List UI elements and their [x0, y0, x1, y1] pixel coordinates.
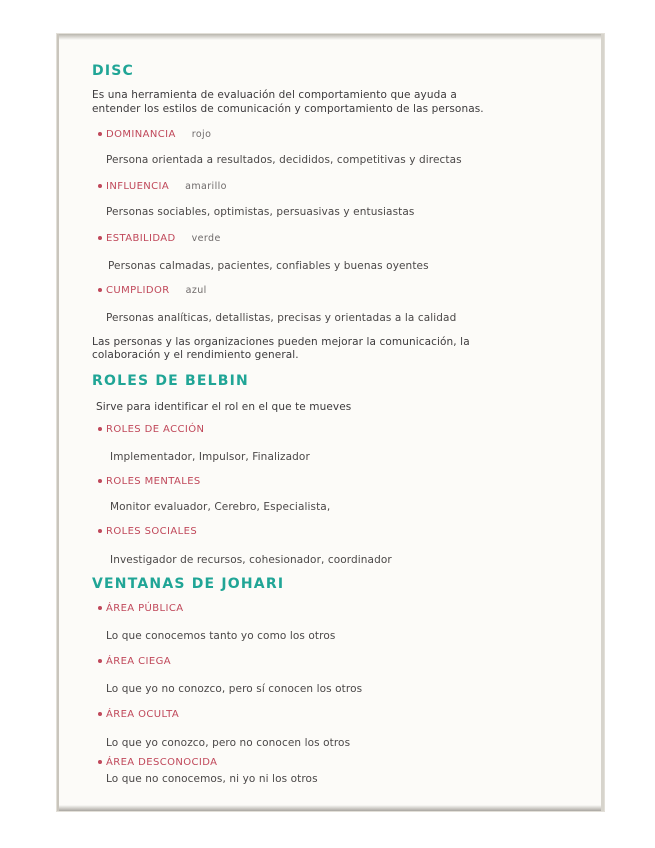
- disc-closing-line-1: Las personas y las organizaciones pueden mejorar la comunicación, la: [92, 336, 470, 348]
- johari-item-label: ÁREA DESCONOCIDA: [106, 757, 218, 768]
- johari-title: VENTANAS DE JOHARI: [92, 576, 285, 592]
- belbin-item-accion: [98, 424, 204, 435]
- johari-item-desc: Lo que no conocemos, ni yo ni los otros: [106, 773, 318, 785]
- belbin-intro: Sirve para identificar el rol en el que te mueves: [96, 401, 352, 413]
- disc-item-desc: Personas calmadas, pacientes, confiables y buenas oyentes: [108, 260, 429, 272]
- disc-item-label: ESTABILIDAD: [106, 233, 176, 244]
- disc-item-label: INFLUENCIA: [106, 181, 170, 192]
- belbin-item-label: ROLES SOCIALES: [106, 526, 198, 537]
- johari-item-desconocida: [98, 757, 217, 768]
- bullet-icon: [98, 606, 102, 610]
- belbin-item-desc: Investigador de recursos, cohesionador, coordinador: [110, 554, 392, 566]
- bullet-icon: [98, 236, 102, 240]
- bullet-icon: [98, 529, 102, 533]
- disc-item-color: verde: [191, 233, 221, 244]
- disc-item-color: amarillo: [185, 181, 227, 192]
- disc-intro-line-1: Es una herramienta de evaluación del comportamiento que ayuda a: [92, 89, 457, 101]
- disc-item-cumplidor: [98, 285, 207, 296]
- belbin-item-sociales: [98, 526, 197, 537]
- bullet-icon: [98, 479, 102, 483]
- disc-item-color: rojo: [191, 129, 212, 140]
- johari-item-publica: [98, 603, 183, 614]
- disc-intro-line-2: entender los estilos de comunicación y comportamiento de las personas.: [92, 103, 484, 115]
- bullet-icon: [98, 132, 102, 136]
- bullet-icon: [98, 712, 102, 716]
- disc-item-label: DOMINANCIA: [106, 129, 176, 140]
- johari-item-desc: Lo que conocemos tanto yo como los otros: [106, 630, 336, 642]
- disc-item-color: azul: [185, 285, 207, 296]
- bullet-icon: [98, 760, 102, 764]
- bullet-icon: [98, 288, 102, 292]
- disc-closing-line-2: colaboración y el rendimiento general.: [92, 349, 299, 361]
- johari-item-label: ÁREA PÚBLICA: [106, 603, 184, 614]
- belbin-item-mentales: [98, 476, 201, 487]
- johari-item-desc: Lo que yo no conozco, pero sí conocen los otros: [106, 683, 363, 695]
- disc-item-label: CUMPLIDOR: [106, 285, 170, 296]
- johari-item-label: ÁREA CIEGA: [106, 656, 171, 667]
- bullet-icon: [98, 184, 102, 188]
- bullet-icon: [98, 427, 102, 431]
- disc-item-desc: Persona orientada a resultados, decididos, competitivas y directas: [106, 154, 462, 166]
- belbin-item-desc: Monitor evaluador, Cerebro, Especialista,: [110, 501, 331, 513]
- belbin-item-label: ROLES DE ACCIÓN: [106, 424, 205, 435]
- belbin-title: ROLES DE BELBIN: [92, 373, 249, 389]
- johari-item-desc: Lo que yo conozco, pero no conocen los otros: [106, 737, 351, 749]
- johari-item-ciega: [98, 656, 171, 667]
- belbin-item-label: ROLES MENTALES: [106, 476, 201, 487]
- disc-item-desc: Personas analíticas, detallistas, precisas y orientadas a la calidad: [106, 312, 457, 324]
- belbin-item-desc: Implementador, Impulsor, Finalizador: [110, 451, 310, 463]
- johari-item-oculta: [98, 709, 179, 720]
- disc-item-influencia: [98, 181, 227, 192]
- disc-item-estabilidad: [98, 233, 221, 244]
- disc-title: DISC: [92, 63, 134, 79]
- disc-item-dominancia: [98, 129, 211, 140]
- johari-item-label: ÁREA OCULTA: [106, 709, 180, 720]
- disc-item-desc: Personas sociables, optimistas, persuasivas y entusiastas: [106, 206, 415, 218]
- bullet-icon: [98, 659, 102, 663]
